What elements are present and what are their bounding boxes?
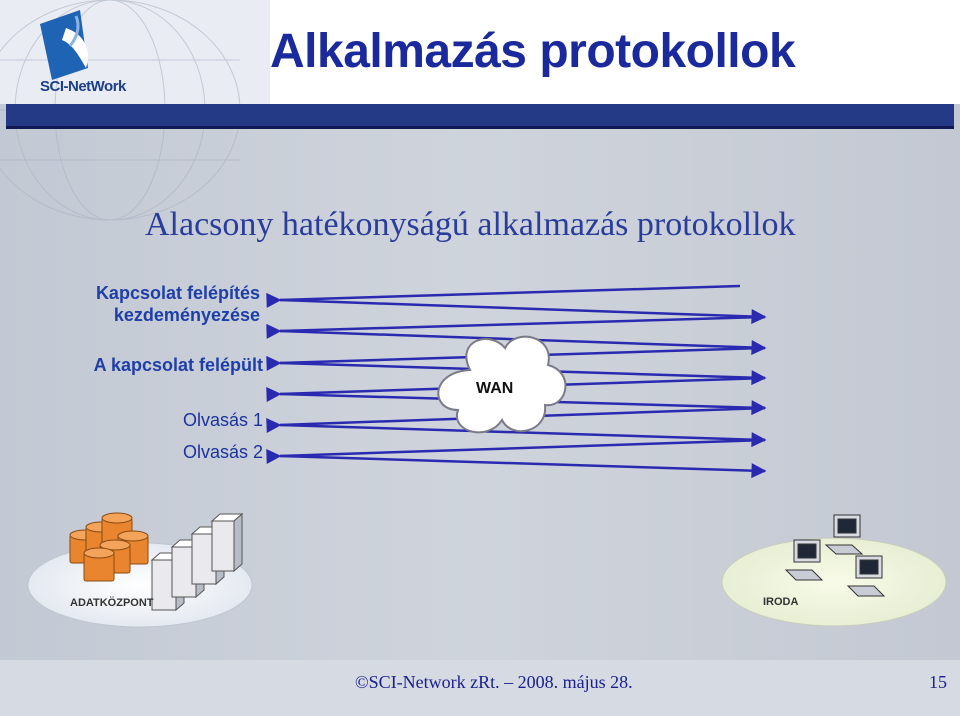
page-title: Alkalmazás protokollok — [270, 25, 796, 78]
label-setup-line1: Kapcsolat felépítés — [95, 283, 260, 303]
datacenter-label: ADATKÖZPONT — [70, 597, 154, 609]
arrow-msg-11 — [280, 440, 765, 456]
arrow-msg-12 — [280, 456, 765, 471]
office-computers-icon — [786, 515, 884, 596]
arrow-msg-2 — [280, 300, 765, 317]
wan-label: WAN — [476, 380, 514, 397]
arrow-msg-1 — [280, 286, 740, 300]
logo-text: SCI-NetWork — [40, 78, 126, 95]
server-rack-icon — [152, 514, 242, 610]
footer-copyright: ©SCI-Network zRt. – 2008. május 28. — [355, 672, 633, 692]
office-label: IRODA — [763, 596, 799, 608]
page-number: 15 — [929, 672, 947, 692]
database-cluster-icon — [70, 513, 148, 581]
label-connection-established: A kapcsolat felépült — [93, 355, 263, 375]
label-setup-line2: kezdeményezése — [113, 305, 260, 325]
slide-subtitle: Alacsony hatékonyságú alkalmazás protokollok — [145, 206, 796, 243]
label-read-2: Olvasás 2 — [182, 442, 263, 462]
label-read-1: Olvasás 1 — [182, 410, 263, 430]
arrow-msg-3 — [280, 317, 765, 331]
